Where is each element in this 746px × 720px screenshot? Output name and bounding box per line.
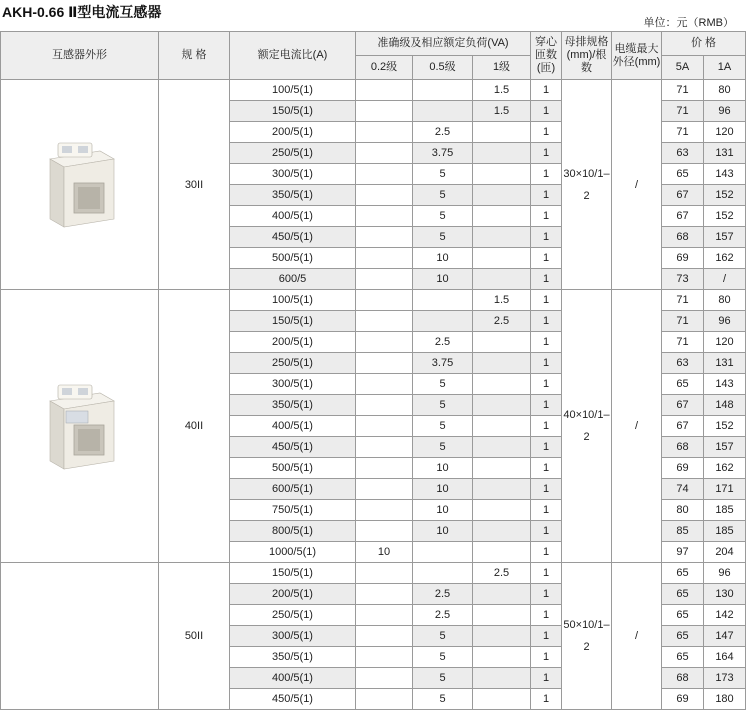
price-1a-cell: 120 bbox=[704, 122, 746, 143]
price-5a-cell: 63 bbox=[662, 353, 704, 374]
spec-cell: 30II bbox=[159, 80, 230, 290]
price-1a-cell: 180 bbox=[704, 689, 746, 710]
acc-1-cell bbox=[473, 374, 531, 395]
ratio-cell: 150/5(1) bbox=[230, 563, 356, 584]
acc-05-cell: 5 bbox=[413, 437, 473, 458]
price-5a-cell: 97 bbox=[662, 542, 704, 563]
table-row bbox=[1, 290, 746, 311]
acc-02-cell bbox=[356, 248, 413, 269]
price-5a-cell: 65 bbox=[662, 605, 704, 626]
turns-cell: 1 bbox=[531, 626, 562, 647]
transformer-photo-cell bbox=[1, 290, 159, 563]
price-5a-cell: 71 bbox=[662, 311, 704, 332]
price-5a-cell: 71 bbox=[662, 290, 704, 311]
header-ratio: 额定电流比(A) bbox=[230, 32, 356, 80]
header-price-5a: 5A bbox=[662, 56, 704, 80]
header-busbar: 母排规格(mm)/根数 bbox=[562, 32, 612, 80]
busbar-cell: 50×10/1–2 bbox=[562, 563, 612, 710]
price-5a-cell: 69 bbox=[662, 689, 704, 710]
acc-05-cell: 2.5 bbox=[413, 122, 473, 143]
ratio-cell: 200/5(1) bbox=[230, 332, 356, 353]
turns-cell: 1 bbox=[531, 206, 562, 227]
acc-1-cell bbox=[473, 605, 531, 626]
price-5a-cell: 65 bbox=[662, 374, 704, 395]
acc-1-cell bbox=[473, 332, 531, 353]
acc-02-cell bbox=[356, 500, 413, 521]
acc-02-cell bbox=[356, 290, 413, 311]
unit-note: 单位：元（RMB） bbox=[643, 17, 734, 29]
transformer-photo bbox=[1, 379, 158, 474]
ratio-cell: 150/5(1) bbox=[230, 311, 356, 332]
page-title: AKH-0.66 Ⅱ型电流互感器 bbox=[2, 4, 162, 20]
turns-cell: 1 bbox=[531, 479, 562, 500]
ratio-cell: 350/5(1) bbox=[230, 185, 356, 206]
price-1a-cell: 130 bbox=[704, 584, 746, 605]
acc-1-cell bbox=[473, 584, 531, 605]
price-1a-cell: 80 bbox=[704, 290, 746, 311]
transformer-photo-cell bbox=[1, 80, 159, 290]
header-appearance: 互感器外形 bbox=[1, 32, 159, 80]
header-acc-1: 1级 bbox=[473, 56, 531, 80]
price-5a-cell: 65 bbox=[662, 584, 704, 605]
acc-1-cell bbox=[473, 668, 531, 689]
acc-02-cell bbox=[356, 626, 413, 647]
header-acc-05: 0.5级 bbox=[413, 56, 473, 80]
acc-05-cell: 5 bbox=[413, 395, 473, 416]
ratio-cell: 1000/5(1) bbox=[230, 542, 356, 563]
acc-05-cell: 5 bbox=[413, 416, 473, 437]
acc-02-cell bbox=[356, 143, 413, 164]
price-5a-cell: 69 bbox=[662, 248, 704, 269]
acc-02-cell bbox=[356, 101, 413, 122]
turns-cell: 1 bbox=[531, 332, 562, 353]
acc-1-cell bbox=[473, 227, 531, 248]
price-5a-cell: 85 bbox=[662, 521, 704, 542]
turns-cell: 1 bbox=[531, 668, 562, 689]
price-1a-cell: 148 bbox=[704, 395, 746, 416]
acc-1-cell: 1.5 bbox=[473, 290, 531, 311]
turns-cell: 1 bbox=[531, 290, 562, 311]
acc-02-cell bbox=[356, 206, 413, 227]
busbar-cell: 30×10/1–2 bbox=[562, 80, 612, 290]
header-turns: 穿心匝数(匝) bbox=[531, 32, 562, 80]
turns-cell: 1 bbox=[531, 374, 562, 395]
price-1a-cell: 96 bbox=[704, 101, 746, 122]
busbar-cell: 40×10/1–2 bbox=[562, 290, 612, 563]
ratio-cell: 800/5(1) bbox=[230, 521, 356, 542]
turns-cell: 1 bbox=[531, 563, 562, 584]
acc-05-cell: 10 bbox=[413, 521, 473, 542]
ratio-cell: 150/5(1) bbox=[230, 101, 356, 122]
transformer-photo bbox=[1, 137, 158, 232]
spec-cell: 50II bbox=[159, 563, 230, 710]
price-1a-cell: 131 bbox=[704, 143, 746, 164]
acc-02-cell bbox=[356, 164, 413, 185]
ratio-cell: 400/5(1) bbox=[230, 668, 356, 689]
acc-05-cell bbox=[413, 101, 473, 122]
ratio-cell: 500/5(1) bbox=[230, 458, 356, 479]
turns-cell: 1 bbox=[531, 353, 562, 374]
header-cable: 电缆最大外径(mm) bbox=[612, 32, 662, 80]
turns-cell: 1 bbox=[531, 542, 562, 563]
acc-02-cell bbox=[356, 416, 413, 437]
price-1a-cell: 96 bbox=[704, 563, 746, 584]
acc-02-cell bbox=[356, 584, 413, 605]
acc-05-cell: 5 bbox=[413, 164, 473, 185]
ratio-cell: 450/5(1) bbox=[230, 437, 356, 458]
price-5a-cell: 71 bbox=[662, 80, 704, 101]
acc-1-cell bbox=[473, 500, 531, 521]
turns-cell: 1 bbox=[531, 248, 562, 269]
acc-02-cell bbox=[356, 311, 413, 332]
ratio-cell: 200/5(1) bbox=[230, 584, 356, 605]
ratio-cell: 600/5 bbox=[230, 269, 356, 290]
ratio-cell: 250/5(1) bbox=[230, 353, 356, 374]
acc-1-cell: 1.5 bbox=[473, 80, 531, 101]
ratio-cell: 450/5(1) bbox=[230, 227, 356, 248]
price-5a-cell: 69 bbox=[662, 458, 704, 479]
acc-1-cell bbox=[473, 164, 531, 185]
price-1a-cell: 80 bbox=[704, 80, 746, 101]
price-1a-cell: 143 bbox=[704, 374, 746, 395]
cable-cell: / bbox=[612, 80, 662, 290]
acc-02-cell bbox=[356, 332, 413, 353]
header-acc-02: 0.2级 bbox=[356, 56, 413, 80]
table-row bbox=[1, 80, 746, 101]
price-1a-cell: 152 bbox=[704, 206, 746, 227]
price-5a-cell: 68 bbox=[662, 437, 704, 458]
turns-cell: 1 bbox=[531, 647, 562, 668]
acc-1-cell: 2.5 bbox=[473, 563, 531, 584]
ratio-cell: 300/5(1) bbox=[230, 374, 356, 395]
acc-02-cell bbox=[356, 689, 413, 710]
acc-02-cell bbox=[356, 563, 413, 584]
price-5a-cell: 65 bbox=[662, 626, 704, 647]
ratio-cell: 100/5(1) bbox=[230, 80, 356, 101]
acc-1-cell bbox=[473, 269, 531, 290]
price-1a-cell: 157 bbox=[704, 227, 746, 248]
acc-05-cell: 10 bbox=[413, 458, 473, 479]
price-1a-cell: 143 bbox=[704, 164, 746, 185]
price-1a-cell: 142 bbox=[704, 605, 746, 626]
acc-05-cell: 5 bbox=[413, 647, 473, 668]
acc-05-cell: 2.5 bbox=[413, 332, 473, 353]
acc-1-cell bbox=[473, 206, 531, 227]
acc-02-cell bbox=[356, 269, 413, 290]
cable-cell: / bbox=[612, 290, 662, 563]
acc-05-cell: 5 bbox=[413, 689, 473, 710]
acc-1-cell bbox=[473, 458, 531, 479]
turns-cell: 1 bbox=[531, 311, 562, 332]
acc-05-cell bbox=[413, 563, 473, 584]
price-5a-cell: 65 bbox=[662, 164, 704, 185]
acc-05-cell: 5 bbox=[413, 668, 473, 689]
acc-1-cell bbox=[473, 248, 531, 269]
price-1a-cell: 164 bbox=[704, 647, 746, 668]
price-5a-cell: 68 bbox=[662, 668, 704, 689]
acc-05-cell: 5 bbox=[413, 206, 473, 227]
turns-cell: 1 bbox=[531, 269, 562, 290]
cable-cell: / bbox=[612, 563, 662, 710]
ratio-cell: 400/5(1) bbox=[230, 206, 356, 227]
price-5a-cell: 71 bbox=[662, 122, 704, 143]
ratio-cell: 250/5(1) bbox=[230, 143, 356, 164]
ratio-cell: 450/5(1) bbox=[230, 689, 356, 710]
acc-02-cell bbox=[356, 227, 413, 248]
ratio-cell: 200/5(1) bbox=[230, 122, 356, 143]
acc-05-cell: 3.75 bbox=[413, 353, 473, 374]
price-1a-cell: / bbox=[704, 269, 746, 290]
turns-cell: 1 bbox=[531, 143, 562, 164]
header-price-1a: 1A bbox=[704, 56, 746, 80]
price-5a-cell: 63 bbox=[662, 143, 704, 164]
turns-cell: 1 bbox=[531, 395, 562, 416]
price-1a-cell: 147 bbox=[704, 626, 746, 647]
acc-02-cell bbox=[356, 374, 413, 395]
turns-cell: 1 bbox=[531, 500, 562, 521]
table-row bbox=[1, 563, 746, 584]
acc-05-cell: 10 bbox=[413, 269, 473, 290]
turns-cell: 1 bbox=[531, 101, 562, 122]
turns-cell: 1 bbox=[531, 416, 562, 437]
price-5a-cell: 71 bbox=[662, 332, 704, 353]
turns-cell: 1 bbox=[531, 605, 562, 626]
turns-cell: 1 bbox=[531, 458, 562, 479]
spec-cell: 40II bbox=[159, 290, 230, 563]
acc-02-cell bbox=[356, 647, 413, 668]
acc-05-cell: 2.5 bbox=[413, 605, 473, 626]
acc-1-cell: 1.5 bbox=[473, 101, 531, 122]
ratio-cell: 250/5(1) bbox=[230, 605, 356, 626]
price-5a-cell: 71 bbox=[662, 101, 704, 122]
ratio-cell: 600/5(1) bbox=[230, 479, 356, 500]
header-price: 价 格 bbox=[662, 32, 746, 56]
acc-05-cell: 5 bbox=[413, 185, 473, 206]
acc-05-cell bbox=[413, 311, 473, 332]
price-1a-cell: 162 bbox=[704, 458, 746, 479]
price-5a-cell: 67 bbox=[662, 395, 704, 416]
acc-02-cell bbox=[356, 458, 413, 479]
spec-table bbox=[0, 31, 746, 710]
price-1a-cell: 173 bbox=[704, 668, 746, 689]
acc-1-cell bbox=[473, 521, 531, 542]
acc-02-cell bbox=[356, 437, 413, 458]
acc-05-cell: 2.5 bbox=[413, 584, 473, 605]
header-accuracy: 准确级及相应额定负荷(VA) bbox=[356, 32, 531, 56]
ratio-cell: 100/5(1) bbox=[230, 290, 356, 311]
turns-cell: 1 bbox=[531, 521, 562, 542]
price-1a-cell: 171 bbox=[704, 479, 746, 500]
acc-05-cell: 10 bbox=[413, 500, 473, 521]
acc-1-cell bbox=[473, 689, 531, 710]
acc-1-cell bbox=[473, 416, 531, 437]
acc-1-cell bbox=[473, 122, 531, 143]
acc-1-cell bbox=[473, 395, 531, 416]
price-5a-cell: 68 bbox=[662, 227, 704, 248]
turns-cell: 1 bbox=[531, 584, 562, 605]
price-1a-cell: 152 bbox=[704, 185, 746, 206]
acc-02-cell: 10 bbox=[356, 542, 413, 563]
acc-05-cell bbox=[413, 542, 473, 563]
transformer-photo-cell bbox=[1, 563, 159, 710]
acc-05-cell: 10 bbox=[413, 479, 473, 500]
ratio-cell: 350/5(1) bbox=[230, 647, 356, 668]
acc-05-cell: 3.75 bbox=[413, 143, 473, 164]
acc-02-cell bbox=[356, 521, 413, 542]
acc-02-cell bbox=[356, 185, 413, 206]
ratio-cell: 500/5(1) bbox=[230, 248, 356, 269]
acc-02-cell bbox=[356, 122, 413, 143]
price-1a-cell: 96 bbox=[704, 311, 746, 332]
price-5a-cell: 65 bbox=[662, 563, 704, 584]
acc-1-cell bbox=[473, 479, 531, 500]
price-1a-cell: 120 bbox=[704, 332, 746, 353]
turns-cell: 1 bbox=[531, 689, 562, 710]
acc-1-cell bbox=[473, 542, 531, 563]
price-1a-cell: 162 bbox=[704, 248, 746, 269]
acc-05-cell: 5 bbox=[413, 374, 473, 395]
spec-table-body bbox=[1, 80, 746, 710]
price-5a-cell: 67 bbox=[662, 416, 704, 437]
acc-02-cell bbox=[356, 479, 413, 500]
turns-cell: 1 bbox=[531, 437, 562, 458]
acc-02-cell bbox=[356, 668, 413, 689]
acc-05-cell bbox=[413, 290, 473, 311]
price-1a-cell: 185 bbox=[704, 521, 746, 542]
acc-05-cell: 5 bbox=[413, 227, 473, 248]
price-5a-cell: 73 bbox=[662, 269, 704, 290]
price-1a-cell: 185 bbox=[704, 500, 746, 521]
acc-02-cell bbox=[356, 80, 413, 101]
acc-1-cell bbox=[473, 626, 531, 647]
ratio-cell: 400/5(1) bbox=[230, 416, 356, 437]
ratio-cell: 300/5(1) bbox=[230, 626, 356, 647]
ratio-cell: 350/5(1) bbox=[230, 395, 356, 416]
turns-cell: 1 bbox=[531, 164, 562, 185]
acc-02-cell bbox=[356, 395, 413, 416]
acc-02-cell bbox=[356, 353, 413, 374]
price-1a-cell: 152 bbox=[704, 416, 746, 437]
price-5a-cell: 67 bbox=[662, 185, 704, 206]
header-spec: 规 格 bbox=[159, 32, 230, 80]
price-5a-cell: 67 bbox=[662, 206, 704, 227]
price-1a-cell: 131 bbox=[704, 353, 746, 374]
price-5a-cell: 80 bbox=[662, 500, 704, 521]
acc-1-cell bbox=[473, 437, 531, 458]
acc-02-cell bbox=[356, 605, 413, 626]
price-5a-cell: 74 bbox=[662, 479, 704, 500]
acc-1-cell bbox=[473, 143, 531, 164]
turns-cell: 1 bbox=[531, 122, 562, 143]
acc-05-cell: 10 bbox=[413, 248, 473, 269]
turns-cell: 1 bbox=[531, 185, 562, 206]
turns-cell: 1 bbox=[531, 80, 562, 101]
price-1a-cell: 157 bbox=[704, 437, 746, 458]
acc-1-cell bbox=[473, 647, 531, 668]
ratio-cell: 750/5(1) bbox=[230, 500, 356, 521]
price-5a-cell: 65 bbox=[662, 647, 704, 668]
acc-05-cell: 5 bbox=[413, 626, 473, 647]
ratio-cell: 300/5(1) bbox=[230, 164, 356, 185]
acc-1-cell bbox=[473, 185, 531, 206]
acc-1-cell bbox=[473, 353, 531, 374]
acc-1-cell: 2.5 bbox=[473, 311, 531, 332]
turns-cell: 1 bbox=[531, 227, 562, 248]
price-1a-cell: 204 bbox=[704, 542, 746, 563]
acc-05-cell bbox=[413, 80, 473, 101]
